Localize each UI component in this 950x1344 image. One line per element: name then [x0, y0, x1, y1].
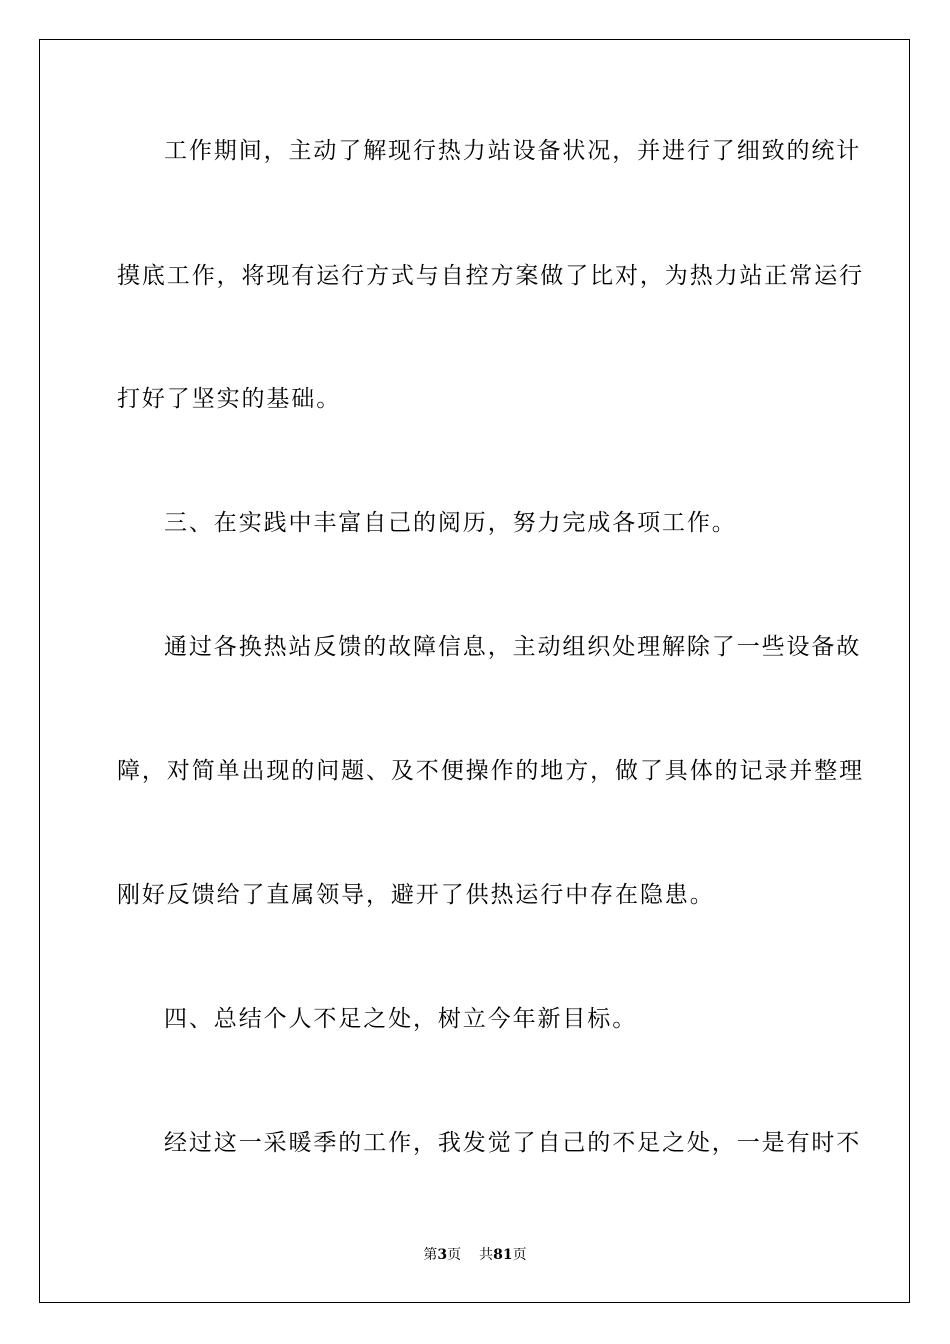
- page-prefix: 第: [423, 1247, 438, 1263]
- total-prefix: 共: [479, 1247, 494, 1263]
- page-frame: [39, 39, 910, 1303]
- paragraph-line-3: 打好了坚实的基础。: [117, 386, 342, 412]
- paragraph-line-4: 通过各换热站反馈的故障信息，主动组织处理解除了一些设备故: [164, 634, 862, 660]
- page-suffix: 页: [447, 1247, 462, 1263]
- total-suffix: 页: [512, 1247, 527, 1263]
- total-pages: 81: [493, 1247, 513, 1263]
- paragraph-line-6: 刚好反馈给了直属领导，避开了供热运行中存在隐患。: [117, 882, 715, 908]
- section-heading-4: 四、总结个人不足之处，树立今年新目标。: [164, 1006, 638, 1032]
- section-heading-3: 三、在实践中丰富自己的阅历，努力完成各项工作。: [164, 510, 737, 536]
- page-number: 3: [437, 1247, 448, 1263]
- paragraph-line-5: 障，对简单出现的问题、及不便操作的地方，做了具体的记录并整理: [117, 758, 864, 784]
- paragraph-line-2: 摸底工作，将现有运行方式与自控方案做了比对，为热力站正常运行: [117, 263, 864, 289]
- paragraph-line-1: 工作期间，主动了解现行热力站设备状况，并进行了细致的统计: [164, 138, 862, 164]
- paragraph-line-7: 经过这一采暖季的工作，我发觉了自己的不足之处，一是有时不: [164, 1130, 862, 1156]
- page-footer: [0, 1246, 950, 1264]
